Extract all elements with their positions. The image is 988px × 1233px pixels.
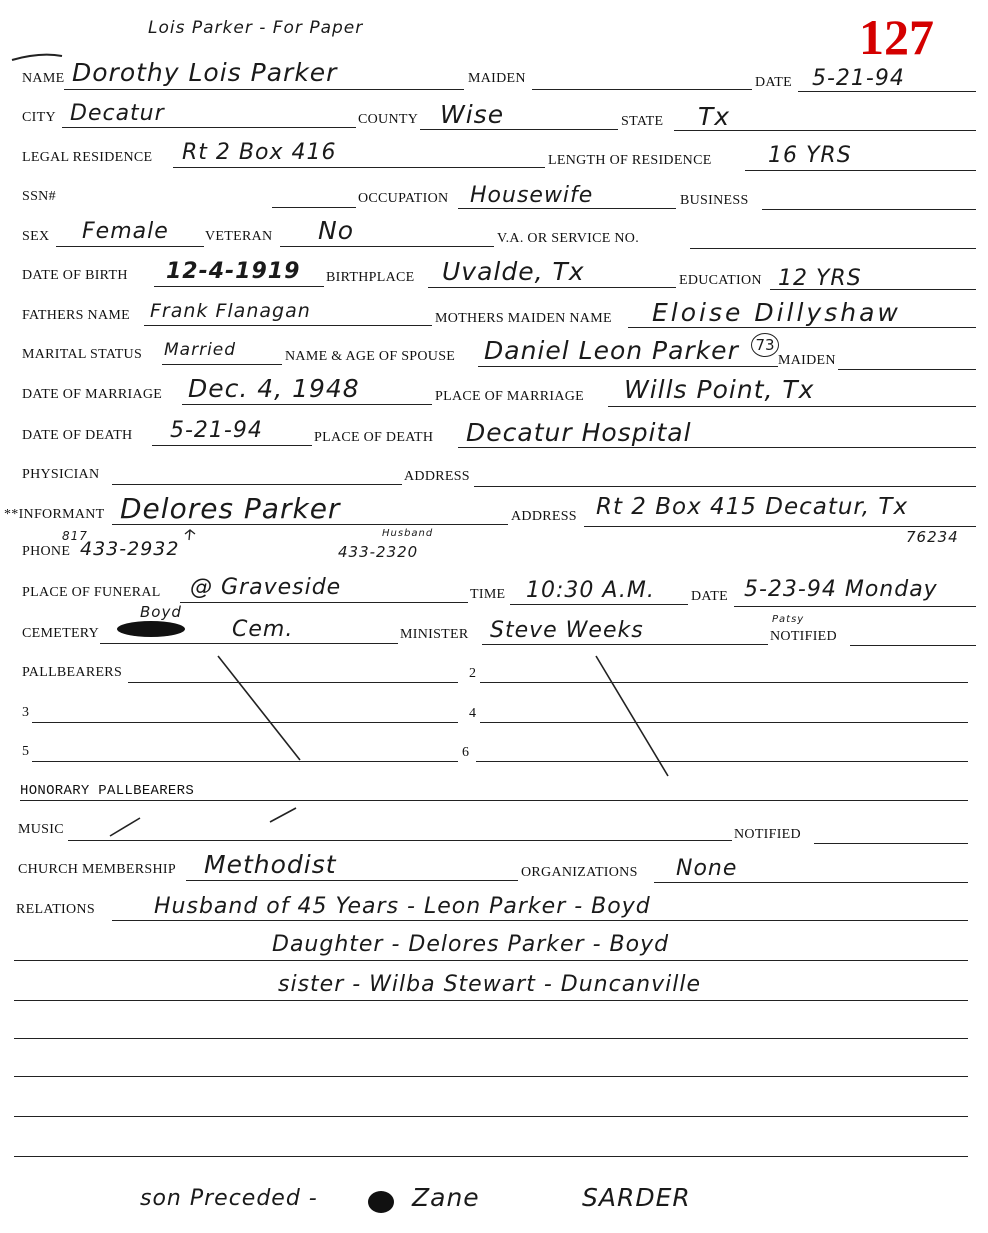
relation-3: sister - Wilba Stewart - Duncanville (278, 972, 702, 997)
mothers-maiden-name-value: Eloise Dillyshaw (652, 298, 901, 327)
county-value: Wise (440, 100, 505, 129)
birthplace-value: Uvalde, Tx (442, 257, 585, 286)
funeral-date-label: DATE (691, 589, 728, 604)
cemetery-label: CEMETERY (22, 626, 100, 641)
church-membership-label: CHURCH MEMBERSHIP (18, 862, 176, 877)
city-label: CITY (22, 110, 56, 125)
spouse-value: Daniel Leon Parker (484, 336, 739, 365)
date-of-death-value: 5-21-94 (170, 418, 263, 443)
place-of-death-value: Decatur Hospital (466, 418, 692, 447)
scribble-mark (117, 621, 185, 637)
place-of-funeral-label: PLACE OF FUNERAL (22, 585, 161, 600)
date-of-marriage-value: Dec. 4, 1948 (188, 374, 360, 403)
length-of-residence-value: 16 YRS (768, 143, 852, 168)
date-of-marriage-label: DATE OF MARRIAGE (22, 387, 163, 402)
informant-value: Delores Parker (120, 492, 341, 525)
music-label: MUSIC (18, 822, 64, 837)
header-note: Lois Parker - For Paper (148, 18, 364, 38)
church-membership-value: Methodist (204, 850, 337, 879)
spouse-maiden-label: MAIDEN (778, 353, 836, 368)
place-of-marriage-value: Wills Point, Tx (624, 375, 815, 404)
time-label: TIME (470, 587, 506, 602)
relation-2: Daughter - Delores Parker - Boyd (272, 932, 670, 957)
phone-label: PHONE (22, 544, 71, 559)
education-label: EDUCATION (679, 273, 762, 288)
occupation-label: OCCUPATION (358, 191, 449, 206)
place-of-death-label: PLACE OF DEATH (314, 430, 434, 445)
pallbearers-label: PALLBEARERS (22, 665, 123, 680)
ssn-label: SSN# (22, 189, 56, 204)
business-label: BUSINESS (680, 193, 749, 208)
informant-label: **INFORMANT (4, 507, 105, 522)
state-value: Tx (698, 102, 731, 131)
minister-value: Steve Weeks (490, 618, 644, 643)
spouse-age-value: 73 (751, 333, 779, 357)
veteran-label: VETERAN (205, 229, 273, 244)
organizations-value: None (676, 856, 738, 881)
city-value: Decatur (70, 101, 165, 126)
husband-note: Husband (382, 528, 434, 539)
state-label: STATE (621, 114, 664, 129)
notified-note: Patsy (772, 614, 805, 625)
date-of-birth-label: DATE OF BIRTH (22, 268, 128, 283)
place-of-marriage-label: PLACE OF MARRIAGE (435, 389, 585, 404)
relation-1: Husband of 45 Years - Leon Parker - Boyd (154, 894, 651, 919)
maiden-label: MAIDEN (468, 71, 526, 86)
informant-address-label: ADDRESS (511, 509, 577, 524)
va-service-no-label: V.A. OR SERVICE NO. (497, 231, 640, 246)
footer-note-name: Zane (412, 1183, 480, 1212)
veteran-value: No (318, 216, 354, 245)
date-label: DATE (755, 75, 792, 90)
name-age-spouse-label: NAME & AGE OF SPOUSE (285, 349, 456, 364)
organizations-label: ORGANIZATIONS (521, 865, 638, 880)
husband-phone-value: 433-2320 (338, 543, 419, 561)
footer-note-suffix: SARDER (582, 1183, 691, 1212)
birthplace-label: BIRTHPLACE (326, 270, 415, 285)
pallbearer-4-label: 4 (469, 706, 477, 721)
date-of-death-label: DATE OF DEATH (22, 428, 133, 443)
physician-label: PHYSICIAN (22, 467, 100, 482)
pallbearer-6-label: 6 (462, 745, 470, 760)
zip-value: 76234 (906, 528, 959, 546)
mothers-maiden-name-label: MOTHERS MAIDEN NAME (435, 311, 612, 326)
footer-note-prefix: son Preceded - (140, 1186, 318, 1211)
minister-label: MINISTER (400, 627, 469, 642)
length-of-residence-label: LENGTH OF RESIDENCE (548, 153, 712, 168)
pallbearer-2-label: 2 (469, 666, 477, 681)
form-number: 127 (859, 9, 934, 65)
county-label: COUNTY (358, 112, 419, 127)
honorary-pallbearers-label: HONORARY PALLBEARERS (20, 783, 195, 799)
area-code-value: 817 (62, 529, 88, 543)
fathers-name-value: Frank Flanagan (150, 300, 311, 322)
date-value: 5-21-94 (812, 66, 905, 91)
physician-address-label: ADDRESS (404, 469, 470, 484)
marital-status-label: MARITAL STATUS (22, 347, 143, 362)
sex-label: SEX (22, 229, 50, 244)
funeral-date-value: 5-23-94 Monday (744, 577, 938, 602)
legal-residence-label: LEGAL RESIDENCE (22, 150, 153, 165)
time-value: 10:30 A.M. (526, 578, 655, 603)
place-of-funeral-value: @ Graveside (190, 575, 342, 600)
occupation-value: Housewife (470, 183, 594, 208)
cemetery-note: Boyd (140, 603, 182, 621)
name-value: Dorothy Lois Parker (72, 58, 338, 87)
pallbearer-3-label: 3 (22, 705, 30, 720)
sex-value: Female (82, 219, 169, 244)
name-label: NAME (22, 71, 65, 86)
phone-value: 433-2932 (80, 538, 180, 560)
relations-label: RELATIONS (16, 902, 95, 917)
informant-address-value: Rt 2 Box 415 Decatur, Tx (596, 494, 909, 520)
education-value: 12 YRS (778, 266, 862, 291)
pallbearer-5-label: 5 (22, 744, 30, 759)
music-notified-label: NOTIFIED (734, 827, 801, 842)
marital-status-value: Married (164, 340, 237, 360)
date-of-birth-value: 12-4-1919 (166, 259, 301, 284)
cemetery-value: Cem. (232, 617, 294, 642)
fathers-name-label: FATHERS NAME (22, 308, 130, 323)
notified-label: NOTIFIED (770, 629, 837, 644)
legal-residence-value: Rt 2 Box 416 (182, 140, 337, 165)
